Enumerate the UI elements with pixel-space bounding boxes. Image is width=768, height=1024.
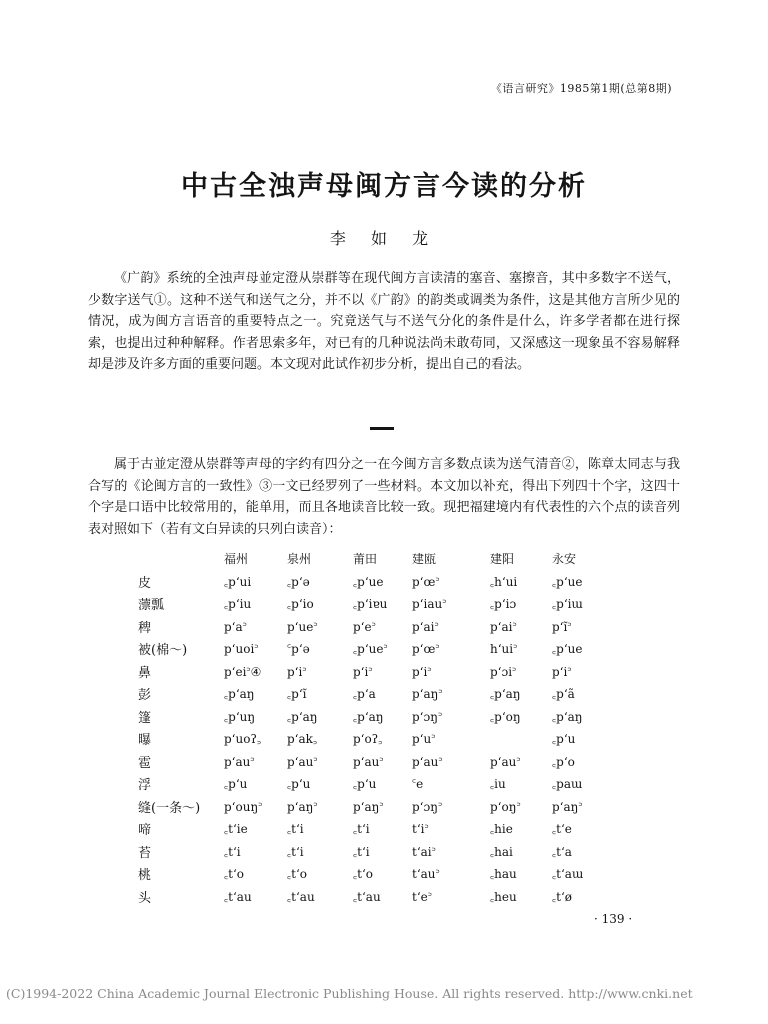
table-cell-character: 被(棉～) (138, 643, 188, 659)
table-cell-character: 缝(一条～) (138, 800, 201, 816)
table-row (138, 885, 602, 908)
table-cell-jianyang: pʻoŋ꜄ (490, 799, 521, 814)
table-cell-quanzhou: ꜀tʻi (287, 822, 304, 837)
table-header-row (138, 546, 602, 570)
table-cell-jianou: pʻɔŋ꜄ (412, 799, 443, 814)
table-row (138, 863, 602, 886)
table-cell-jianou: tʻi꜄ (412, 822, 429, 837)
table-header-jianou: 建瓯 (412, 551, 437, 566)
table-cell-fuzhou: ꜀tʻi (224, 844, 241, 859)
table-header-yongan: 永安 (552, 551, 577, 566)
table-cell-jianou: pʻœ꜄ (412, 574, 440, 589)
table-header-fuzhou: 福州 (224, 551, 249, 566)
table-cell-character: 头 (138, 890, 152, 906)
table-cell-fuzhou: pʻei꜄④ (224, 664, 262, 679)
table-cell-jianyang: ꜀iu (490, 777, 506, 792)
table-header-jianyang: 建阳 (490, 551, 515, 566)
table-cell-jianou: tʻau꜄ (412, 867, 440, 882)
table-cell-character: 稗 (138, 620, 152, 636)
table-cell-character: 桃 (138, 868, 152, 884)
table-cell-fuzhou: ꜀pʻaŋ (224, 687, 255, 702)
table-cell-quanzhou: pʻau꜄ (287, 754, 318, 769)
table-cell-putian: pʻau꜄ (353, 754, 384, 769)
table-cell-yongan: ꜀tʻaɯ (552, 867, 584, 882)
table-cell-jianou: pʻɔŋ꜄ (412, 709, 443, 724)
table-cell-putian: pʻi꜄ (353, 664, 373, 679)
table-cell-putian: ꜀pʻiɐu (353, 597, 388, 612)
table-row (138, 840, 602, 863)
table-cell-character: 苔 (138, 845, 152, 861)
table-cell-quanzhou: pʻue꜄ (287, 619, 318, 634)
table-cell-quanzhou: pʻaŋ꜄ (287, 799, 318, 814)
table-cell-jianyang: ꜀hie (490, 822, 513, 837)
table-cell-character: 鼻 (138, 665, 152, 681)
table-body (138, 570, 602, 908)
table-cell-yongan: ꜀tʻa (552, 844, 572, 859)
table-cell-putian: ꜀tʻo (353, 867, 374, 882)
table-cell-jianou: tʻai꜄ (412, 844, 436, 859)
table-cell-quanzhou: ꜀tʻi (287, 844, 304, 859)
table-cell-yongan: pʻaŋ꜄ (552, 799, 583, 814)
table-row (138, 593, 602, 616)
dialect-readings-table (138, 546, 602, 908)
table-cell-fuzhou: ꜀tʻo (224, 867, 245, 882)
table-cell-jianyang (490, 728, 552, 751)
table-cell-fuzhou: pʻuoi꜄ (224, 642, 259, 657)
table-header-quanzhou: 泉州 (287, 551, 312, 566)
table-cell-putian: ꜀pʻue (353, 574, 384, 589)
table-row (138, 683, 602, 706)
table-row (138, 728, 602, 751)
table-cell-character: 薸瓢 (138, 598, 165, 614)
table-cell-character: 啼 (138, 823, 152, 839)
table-cell-yongan: ꜀pʻue (552, 642, 583, 657)
table-cell-yongan: ꜀pʻue (552, 574, 583, 589)
table-cell-jianyang: ꜀heu (490, 889, 517, 904)
table-cell-putian: ꜀pʻa (353, 687, 376, 702)
table-cell-yongan: ꜀pʻiɯ (552, 597, 583, 612)
table-cell-jianou: tʻe꜄ (412, 889, 432, 904)
table-cell-jianyang: ꜀hai (490, 844, 513, 859)
table-cell-quanzhou: pʻak꜆ (287, 732, 318, 747)
table-cell-jianou: pʻiau꜄ (412, 597, 447, 612)
table-cell-character: 曝 (138, 733, 152, 749)
table-cell-quanzhou: pʻi꜄ (287, 664, 307, 679)
table-cell-jianou: pʻau꜄ (412, 754, 443, 769)
table-cell-quanzhou: ꜀tʻau (287, 889, 315, 904)
table-cell-character: 彭 (138, 688, 152, 704)
table-cell-putian: ꜀tʻi (353, 844, 370, 859)
table-cell-yongan: ꜀pʻo (552, 754, 575, 769)
table-cell-jianyang: ꜀hʻui (490, 574, 518, 589)
table-cell-putian: ꜀pʻu (353, 777, 377, 792)
journal-reference: 《语言研究》1985第1期(总第8期) (490, 82, 672, 95)
table-row (138, 750, 602, 773)
table-cell-jianyang: ꜀pʻiɔ (490, 597, 517, 612)
table-cell-putian: ꜀pʻaŋ (353, 709, 384, 724)
table-cell-jianou: ꜂e (412, 777, 424, 792)
table-cell-jianou: pʻai꜄ (412, 619, 439, 634)
table-header-putian: 莆田 (353, 551, 378, 566)
section-number-one (370, 427, 394, 430)
table-cell-character: 皮 (138, 575, 152, 591)
table-row (138, 638, 602, 661)
table-cell-jianou: pʻœ꜄ (412, 642, 440, 657)
table-cell-yongan: ꜀pʻu (552, 732, 576, 747)
table-cell-yongan: ꜀tʻe (552, 822, 572, 837)
table-row (138, 705, 602, 728)
table-cell-putian: ꜀tʻau (353, 889, 381, 904)
table-cell-jianou: pʻi꜄ (412, 664, 432, 679)
table-cell-quanzhou: ꜂pʻə (287, 642, 310, 657)
abstract-paragraph: 《广韵》系统的全浊声母並定澄从崇群等在现代闽方言读清的塞音、塞擦音，其中多数字不送气，少数字送气①。这种不送气和送气之分，并不以《广韵》的韵类或调类为条件，这是其他方言所少见的情况，成为闽方言语音的重要特点之一。究竟送气与不送气分化的条件是什么，许多学者都在进行探索，也提出过种种解释。作者思索多年，对已有的几种说法尚未敢苟同，又深感这一现象虽不容易解释却是涉及许多方面的重要问题。本文现对此试作初步分析，提出自己的看法。 (88, 271, 680, 372)
table-row (138, 660, 602, 683)
table-cell-jianou: pʻaŋ꜄ (412, 687, 443, 702)
table-cell-jianyang: pʻai꜄ (490, 619, 517, 634)
table-cell-quanzhou: ꜀pʻaŋ (287, 709, 318, 724)
copyright-notice: (C)1994-2022 China Academic Journal Electronic Publishing House. All rights reserved. http://www.cnki.net (6, 986, 693, 1001)
table-row (138, 818, 602, 841)
table-cell-putian: ꜀tʻi (353, 822, 370, 837)
table-cell-yongan: ꜀pʻã (552, 687, 575, 702)
table-cell-yongan: pʻi꜄ (552, 664, 572, 679)
table-cell-character: 篷 (138, 710, 152, 726)
table-cell-fuzhou: pʻa꜄ (224, 619, 247, 634)
table-cell-fuzhou: pʻouŋ꜄ (224, 799, 263, 814)
table-cell-jianyang: pʻɔi꜄ (490, 664, 517, 679)
table-cell-jianyang: ꜀pʻoŋ (490, 709, 521, 724)
table-cell-jianyang: ꜀hau (490, 867, 517, 882)
table-cell-quanzhou: ꜀pʻu (287, 777, 311, 792)
table-cell-jianyang: pʻau꜄ (490, 754, 521, 769)
table-cell-putian: ꜀pʻue꜄ (353, 642, 388, 657)
table-cell-yongan: ꜀paɯ (552, 777, 583, 792)
table-cell-fuzhou: ꜀pʻu (224, 777, 248, 792)
table-cell-jianyang: hʻui꜄ (490, 642, 518, 657)
table-cell-putian: pʻe꜄ (353, 619, 376, 634)
table-cell-quanzhou: ꜀pʻə (287, 574, 310, 589)
table-cell-quanzhou: ꜀tʻo (287, 867, 308, 882)
table-cell-yongan: pʻĩ꜄ (552, 619, 572, 634)
table-cell-putian: pʻaŋ꜄ (353, 799, 384, 814)
table-cell-jianou: pʻu꜄ (412, 732, 436, 747)
table-row (138, 615, 602, 638)
table-cell-fuzhou: pʻau꜄ (224, 754, 255, 769)
table-cell-fuzhou: ꜀pʻiu (224, 597, 252, 612)
table-cell-character: 浮 (138, 778, 152, 794)
table-cell-quanzhou: ꜀pʻĩ (287, 687, 307, 702)
body-paragraph: 属于古並定澄从崇群等声母的字约有四分之一在今闽方言多数点读为送气清音②，陈章太同志与我合写的《论闽方言的一致性》③一文已经罗列了一些材料。本文加以补充，得出下列四十个字，这四十个字是口语中比较常用的，能单用，而且各地读音比较一致。现把福建境内有代表性的六个点的读音列表对照如下（若有文白异读的只列白读音）： (88, 457, 680, 537)
table-row (138, 795, 602, 818)
table-cell-jianyang: ꜀pʻaŋ (490, 687, 521, 702)
article-author: 李 如 龙 (329, 229, 439, 248)
table-cell-quanzhou: ꜀pʻio (287, 597, 314, 612)
table-cell-fuzhou: ꜀pʻuŋ (224, 709, 256, 724)
table-cell-putian: pʻoʔ꜆ (353, 732, 383, 747)
table-cell-character: 雹 (138, 755, 152, 771)
table-row (138, 773, 602, 796)
table-row (138, 570, 602, 593)
table-cell-fuzhou: ꜀tʻau (224, 889, 252, 904)
table-cell-yongan: ꜀pʻaŋ (552, 709, 583, 724)
table-cell-fuzhou: pʻuoʔ꜆ (224, 732, 262, 747)
page-number: · 139 · (594, 912, 633, 926)
table-cell-fuzhou: ꜀tʻie (224, 822, 248, 837)
table-header-character (138, 546, 224, 570)
table-cell-fuzhou: ꜀pʻui (224, 574, 252, 589)
table-cell-yongan: ꜀tʻø (552, 889, 573, 904)
article-title: 中古全浊声母闽方言今读的分析 (181, 171, 587, 202)
